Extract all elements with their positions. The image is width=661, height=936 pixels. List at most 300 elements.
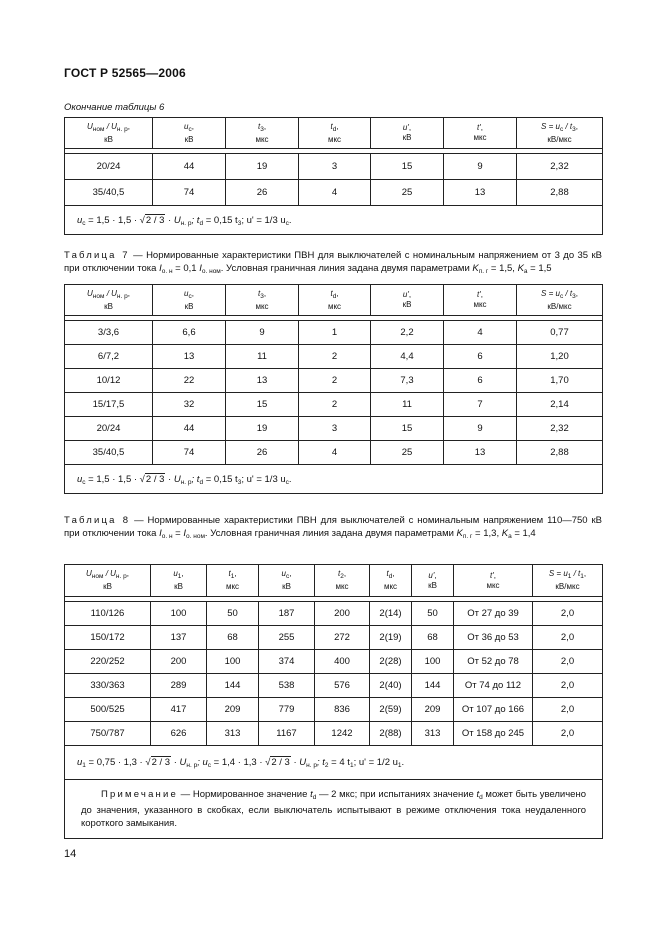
- table8-cell: 144: [207, 674, 259, 698]
- table8-note-row: [65, 780, 603, 839]
- table8-cell: 313: [207, 722, 259, 746]
- table8-caption: [64, 514, 602, 543]
- table8-cell: От 27 до 39: [454, 602, 533, 626]
- table8-formula-row: [65, 746, 603, 780]
- table-6: [64, 117, 603, 235]
- table7-formula-uprime-sub: c: [285, 478, 289, 486]
- table8-cell: От 107 до 166: [454, 698, 533, 722]
- table7-formula-row: [65, 465, 603, 494]
- table7-formula-t3: = 0,15 t: [203, 473, 238, 485]
- table8-cell: 220/252: [65, 650, 151, 674]
- table7-header-unit: мкс: [473, 300, 487, 309]
- table7-formula-u: u: [77, 473, 83, 485]
- table8-header-tail: ,: [343, 569, 347, 578]
- table8-header-cell: [533, 565, 603, 597]
- table7-formula-sqrt-arg: 2 / 3: [145, 473, 165, 485]
- table8-cell: 110/126: [65, 602, 151, 626]
- table6-header-sub: c: [559, 125, 564, 133]
- table8-formula-end: .: [401, 757, 405, 768]
- table8-cell: 2,0: [533, 722, 603, 746]
- table7-header-row: [65, 285, 603, 316]
- table7-header-sub: 3: [260, 292, 264, 300]
- table8-cell: 2,0: [533, 698, 603, 722]
- table7-cell: 4: [299, 441, 371, 465]
- table6-cell: 2,88: [517, 180, 603, 206]
- table8-header-row: [65, 565, 603, 597]
- table8-caption-eq: =: [172, 528, 184, 539]
- table6-header-main: u: [184, 121, 189, 131]
- table7-cell: 2: [299, 393, 371, 417]
- table8-header-unit: кВ: [428, 580, 437, 590]
- table6-cell: 74: [153, 180, 226, 206]
- table8-cell: 750/787: [65, 722, 151, 746]
- page-number: 14: [64, 848, 77, 860]
- table8-cell: 2,0: [533, 650, 603, 674]
- table7-caption-i1: I: [159, 263, 162, 274]
- table7-cell: 3/3,6: [65, 321, 153, 345]
- table6-formula-end: .: [288, 214, 292, 226]
- table6-cell: 25: [371, 180, 444, 206]
- table7-cell: 25: [371, 441, 444, 465]
- table6-header-sub2: 3: [572, 125, 576, 133]
- table8-header-sub2: н. р: [115, 573, 127, 580]
- table7-header-sub: c: [188, 292, 192, 300]
- table7-row: [65, 321, 603, 345]
- table7-cell: 9: [226, 321, 299, 345]
- table6-header-unit: мкс: [255, 134, 269, 144]
- table7-cell: 3: [299, 417, 371, 441]
- table8-caption-i2: I: [183, 528, 187, 539]
- table7-cell: 6: [444, 369, 517, 393]
- table6-header-main: U: [87, 121, 93, 131]
- table8-formula-t2-sub: 2: [324, 762, 329, 769]
- table7-formula-td-sub: d: [199, 478, 204, 486]
- table7-cell: 7,3: [371, 369, 444, 393]
- table7-header-mid: / U: [104, 288, 117, 298]
- table8-cell: От 36 до 53: [454, 626, 533, 650]
- table7-header-main: t: [330, 288, 333, 298]
- table8-formula-uprime: ; u' = 1/2 u: [353, 757, 398, 768]
- table7-header-tail: ,: [191, 288, 194, 298]
- table7-caption-v1: = 1,5,: [488, 263, 518, 274]
- table6-row: [65, 154, 603, 180]
- table8-header-mid: / U: [103, 569, 116, 578]
- table8-header-tail: ,: [289, 569, 292, 578]
- table-8: [64, 564, 603, 839]
- note-text-c: может быть увеличено до значения, указанного в скобках, если выключатель испытывают в режиме отключения тока неудаленного короткого замыкания.: [81, 789, 586, 829]
- table7-row: [65, 417, 603, 441]
- table6-formula-coef: = 1,5 · 1,5 ·: [85, 214, 140, 226]
- table8-cell: От 52 до 78: [454, 650, 533, 674]
- table6-header-main: u': [402, 123, 409, 132]
- table7-formula-u-sub: c: [82, 478, 86, 486]
- table7-caption-text-b: . Условная граничная линия задана двумя параметрами: [220, 263, 473, 274]
- table8-row: [65, 698, 603, 722]
- note-td: t: [310, 789, 313, 800]
- table8-header-sub: 2: [340, 573, 344, 580]
- table7-header-main: t: [257, 288, 261, 298]
- table6-formula-t3-sub: 3: [237, 219, 242, 227]
- table6-header-cell: [371, 118, 444, 149]
- table8-cell: 2(28): [370, 650, 412, 674]
- table7-cell: 2,88: [517, 441, 603, 465]
- table8-cell: 2(88): [370, 722, 412, 746]
- table8-cell: 500/525: [65, 698, 151, 722]
- table6-formula-sqrt-arg: 2 / 3: [145, 214, 165, 226]
- table7-header-tail: ,: [127, 288, 130, 298]
- table7-header-main: S = u: [541, 288, 560, 298]
- table8-cell: 2,0: [533, 626, 603, 650]
- table8-header-sub: 1: [230, 573, 235, 580]
- table7-cell: 15/17,5: [65, 393, 153, 417]
- table7-caption-k2-sub: a: [523, 268, 528, 275]
- table7-cell: 1,20: [517, 345, 603, 369]
- table8-note: [65, 780, 603, 839]
- table7-header-cell: [371, 285, 444, 316]
- table7-formula: [65, 465, 603, 494]
- table8-header-cell: [259, 565, 315, 597]
- table7-row: [65, 441, 603, 465]
- table7-header-unit: кВ: [104, 301, 113, 311]
- table7-header-unit: кВ: [184, 301, 194, 311]
- table6-header-unit: кВ: [184, 134, 194, 144]
- table8-caption-k2-sub: a: [508, 533, 512, 540]
- table6-header-tail: ,: [191, 121, 194, 131]
- table8-caption-label: Таблица 8: [64, 515, 131, 526]
- table7-cell: 0,77: [517, 321, 603, 345]
- table6-header-unit: кВ: [104, 134, 113, 144]
- table8-row: [65, 650, 603, 674]
- table6-cell: 13: [444, 180, 517, 206]
- table8-header-main: t': [490, 570, 494, 580]
- table8-header-cell: [151, 565, 207, 597]
- table6-row: [65, 180, 603, 206]
- table7-cell: 6/7,2: [65, 345, 153, 369]
- table7-cell: 13: [226, 369, 299, 393]
- table7-cell: 6: [444, 345, 517, 369]
- table7-cell: 19: [226, 417, 299, 441]
- table6-cell: 4: [299, 180, 371, 206]
- table8-caption-v1: = 1,3,: [472, 528, 502, 539]
- table7-header-sub: c: [559, 292, 564, 300]
- table7-cell: 13: [444, 441, 517, 465]
- table6-header-cell: [65, 118, 153, 149]
- table7-header-unit: кВ: [402, 300, 412, 309]
- table7-row: [65, 345, 603, 369]
- table7-cell: 1: [299, 321, 371, 345]
- table7-cell: 35/40,5: [65, 441, 153, 465]
- table8-header-unit: мкс: [225, 582, 240, 591]
- table7-caption-v2: = 1,5: [527, 263, 552, 274]
- table7-cell: 44: [153, 417, 226, 441]
- table8-cell: 144: [412, 674, 454, 698]
- table7-header-main: t': [477, 290, 481, 299]
- table7-row: [65, 369, 603, 393]
- table8-row: [65, 602, 603, 626]
- table8-cell: 2(19): [370, 626, 412, 650]
- table8-row: [65, 626, 603, 650]
- table7-cell: 13: [153, 345, 226, 369]
- table8-caption-k2: K: [501, 528, 509, 539]
- table7-header-cell: [65, 285, 153, 316]
- table6-cell: 26: [226, 180, 299, 206]
- table6-cell: 2,32: [517, 154, 603, 180]
- table6-formula-row: [65, 206, 603, 235]
- table6-formula-u-sub: c: [82, 219, 86, 227]
- table8-header-unit: мкс: [383, 582, 398, 591]
- table8-formula-uc-sub: c: [207, 762, 212, 769]
- table8-cell: 255: [259, 626, 315, 650]
- table8-cell: 209: [207, 698, 259, 722]
- table8-cell: 313: [412, 722, 454, 746]
- table8-cell: 538: [259, 674, 315, 698]
- table8-row: [65, 674, 603, 698]
- table6-header-main: S = u: [541, 121, 560, 131]
- table6-formula-sqrt-sign: √: [139, 214, 145, 226]
- table7-header-cell: [517, 285, 603, 316]
- table8-caption-i2-sub: о. ном: [186, 533, 205, 540]
- table8-header-unit: кВ/мкс: [555, 582, 580, 591]
- table8-caption-k1: K: [456, 528, 463, 539]
- table7-header-tail: ,: [263, 288, 267, 298]
- table6-header-main: t: [257, 121, 261, 131]
- table8-cell: 2(40): [370, 674, 412, 698]
- table7-cell: 11: [371, 393, 444, 417]
- table8-cell: 1167: [259, 722, 315, 746]
- table8-cell: 100: [151, 602, 207, 626]
- table6-header-row: [65, 118, 603, 149]
- table8-caption-text: — Нормированные характеристики ПВН для выключателей с номинальным напряжением 110—750 кВ при отключении тока: [64, 515, 602, 539]
- table8-cell: 209: [412, 698, 454, 722]
- table8-header-cell: [65, 565, 151, 597]
- table8-header-main: u: [173, 569, 178, 578]
- table8-formula-U2: · U: [290, 757, 307, 768]
- table8-header-tail: ,: [434, 570, 437, 580]
- table8-formula-t1-sub: 1: [349, 762, 354, 769]
- table6-cell: 9: [444, 154, 517, 180]
- table7-header-main: u: [184, 288, 189, 298]
- table7-cell: 32: [153, 393, 226, 417]
- table6-header-tail: ,: [575, 121, 578, 131]
- table8-header-main: S = u: [548, 569, 568, 578]
- table8-formula-sqrt-arg-2: 2 / 3: [271, 757, 290, 768]
- table7-header-sub: ном: [92, 292, 105, 300]
- table7-formula-U-sub: н. р: [180, 478, 192, 486]
- table8-cell: 100: [412, 650, 454, 674]
- table8-formula: [65, 746, 603, 780]
- table7-cell: 7: [444, 393, 517, 417]
- table7-cell: 4,4: [371, 345, 444, 369]
- table6-header-cell: [299, 118, 371, 149]
- table6-formula-uprime-sub: c: [285, 219, 289, 227]
- table8-caption-i1: I: [159, 528, 162, 539]
- table8-formula-u1-sub: 1: [82, 762, 86, 769]
- table8-formula-sqrt-sign: √: [145, 757, 151, 768]
- table7-header-unit: мкс: [255, 301, 269, 311]
- table8-cell: 2(59): [370, 698, 412, 722]
- table7-formula-end: .: [288, 473, 292, 485]
- table6-formula-U: · U: [165, 214, 181, 226]
- table6-header-tail: ,: [336, 121, 339, 131]
- table8-formula-coef1: = 0,75 · 1,3 ·: [85, 757, 146, 768]
- table7-header-sub2: 3: [572, 292, 576, 300]
- table8-header-unit: кВ: [174, 582, 183, 591]
- table8-header-unit: кВ: [103, 582, 112, 591]
- table8-header-main: t: [337, 569, 341, 578]
- table8-formula-U1: · U: [171, 757, 187, 768]
- table8-cell: 272: [315, 626, 370, 650]
- table8-cell: От 74 до 112: [454, 674, 533, 698]
- table6-header-cell: [153, 118, 226, 149]
- table8-formula-u1: u: [77, 757, 83, 768]
- table8-header-main: U: [86, 569, 92, 578]
- table8-cell: 68: [412, 626, 454, 650]
- table7-cell: 22: [153, 369, 226, 393]
- table7-header-main: U: [87, 288, 93, 298]
- table6-formula-uprime: ; u' = 1/3 u: [241, 214, 286, 226]
- table6-header-mid: / t: [563, 121, 573, 131]
- table6-header-sub2: н. р: [116, 125, 128, 133]
- note-label: Примечание: [101, 789, 178, 800]
- table6-header-cell: [444, 118, 517, 149]
- table8-header-cell: [207, 565, 259, 597]
- table8-header-sub2: 1: [580, 573, 584, 580]
- table7-row: [65, 393, 603, 417]
- table7-header-tail: ,: [408, 290, 412, 299]
- table8-header-sub: 1: [177, 573, 182, 580]
- table8-header-sub: c: [285, 573, 290, 580]
- table8-cell: 1242: [315, 722, 370, 746]
- table8-cell: 187: [259, 602, 315, 626]
- table7-caption-i1-sub: о. н: [161, 268, 173, 275]
- table8-cell: 417: [151, 698, 207, 722]
- table7-cell: 2,2: [371, 321, 444, 345]
- table8-cell: 576: [315, 674, 370, 698]
- table8-formula-t2: ; t: [317, 757, 325, 768]
- table6-header-unit: кВ/мкс: [547, 134, 572, 144]
- table7-header-tail: ,: [575, 288, 578, 298]
- table7-caption: [64, 249, 602, 278]
- note-text-b: — 2 мкс; при испытаниях значение: [316, 789, 477, 800]
- table8-caption-k1-sub: п. г: [462, 533, 473, 540]
- table8-header-cell: [315, 565, 370, 597]
- table8-header-tail: ,: [493, 570, 496, 580]
- table8-formula-U1-sub: н. р: [186, 762, 198, 769]
- table6-header-main: t: [330, 121, 333, 131]
- table8-formula-coef2: = 1,4 · 1,3 ·: [211, 757, 266, 768]
- table6-header-sub: d: [332, 125, 337, 133]
- table6-continuation-caption: Окончание таблицы 6: [64, 102, 165, 113]
- table8-header-tail: ,: [126, 569, 129, 578]
- table8-caption-v2: = 1,4: [511, 528, 536, 539]
- table8-header-mid: / t: [571, 569, 581, 578]
- table7-cell: 2,32: [517, 417, 603, 441]
- table8-row: [65, 722, 603, 746]
- table7-cell: 2: [299, 345, 371, 369]
- table7-header-sub: d: [332, 292, 337, 300]
- table8-header-unit: кВ: [282, 582, 291, 591]
- table8-cell: 779: [259, 698, 315, 722]
- table8-cell: 2,0: [533, 602, 603, 626]
- table8-header-main: u: [281, 569, 286, 578]
- table7-formula-td: ; t: [191, 473, 200, 485]
- table7-header-mid: / t: [563, 288, 573, 298]
- table7-cell: 15: [371, 417, 444, 441]
- note-text-a: — Нормированное значение: [178, 789, 311, 800]
- table7-caption-text: — Нормированные характеристики ПВН для выключателей с номинальным напряжением от 3 до 35 кВ при отключении тока: [64, 250, 602, 274]
- table7-cell: 2,14: [517, 393, 603, 417]
- table8-cell: 137: [151, 626, 207, 650]
- table6-cell: 35/40,5: [65, 180, 153, 206]
- table7-cell: 11: [226, 345, 299, 369]
- table6-header-sub: c: [188, 125, 192, 133]
- table8-formula-sqrt-sign-2: √: [265, 757, 271, 768]
- table8-header-cell: [454, 565, 533, 597]
- table8-header-unit: мкс: [486, 580, 500, 590]
- table8-header-main: u': [428, 570, 435, 580]
- table7-header-tail: ,: [480, 290, 483, 299]
- table6-cell: 19: [226, 154, 299, 180]
- note-td-2: t: [476, 789, 480, 800]
- table8-header-cell: [412, 565, 454, 597]
- table7-cell: 20/24: [65, 417, 153, 441]
- table7-header-tail: ,: [336, 288, 339, 298]
- table8-formula-sqrt-arg: 2 / 3: [151, 757, 171, 768]
- table8-caption-text-b: . Условная граничная линия задана двумя параметрами: [204, 528, 457, 539]
- table7-formula-coef: = 1,5 · 1,5 ·: [85, 473, 140, 485]
- table8-formula-uc: ; u: [197, 757, 208, 768]
- table6-cell: 15: [371, 154, 444, 180]
- table8-cell: 289: [151, 674, 207, 698]
- note-td-sub-2: d: [479, 794, 483, 801]
- table8-cell: 836: [315, 698, 370, 722]
- table7-header-unit: кВ/мкс: [547, 301, 572, 311]
- table6-header-tail: ,: [263, 121, 267, 131]
- table6-header-unit: мкс: [473, 133, 487, 142]
- table7-cell: 74: [153, 441, 226, 465]
- table6-formula-U-sub: н. р: [180, 219, 192, 227]
- table7-caption-i2: I: [199, 263, 202, 274]
- table8-cell: 150/172: [65, 626, 151, 650]
- table8-cell: 50: [207, 602, 259, 626]
- table7-cell: 9: [444, 417, 517, 441]
- table7-cell: 2: [299, 369, 371, 393]
- table7-formula-sqrt-sign: √: [139, 473, 145, 485]
- table7-header-cell: [153, 285, 226, 316]
- table7-cell: 1,70: [517, 369, 603, 393]
- table8-cell: 200: [151, 650, 207, 674]
- table6-cell: 3: [299, 154, 371, 180]
- table6-cell: 20/24: [65, 154, 153, 180]
- table7-header-cell: [226, 285, 299, 316]
- table7-header-sub2: н. р: [116, 292, 128, 300]
- table7-cell: 6,6: [153, 321, 226, 345]
- document-header: ГОСТ Р 52565—2006: [64, 66, 186, 80]
- table8-cell: 400: [315, 650, 370, 674]
- table8-formula-t1: = 4 t: [328, 757, 350, 768]
- table7-caption-k1-sub: п. г: [478, 268, 489, 275]
- note-td-sub: d: [312, 794, 317, 801]
- table6-formula-td-sub: d: [199, 219, 204, 227]
- table7-cell: 15: [226, 393, 299, 417]
- table6-header-tail: ,: [127, 121, 130, 131]
- table8-header-tail: ,: [392, 569, 395, 578]
- table8-caption-i1-sub: о. н: [161, 533, 173, 540]
- table7-header-unit: мкс: [327, 301, 342, 311]
- table6-cell: 44: [153, 154, 226, 180]
- table6-header-sub: 3: [260, 125, 264, 133]
- table7-formula-U: · U: [165, 473, 181, 485]
